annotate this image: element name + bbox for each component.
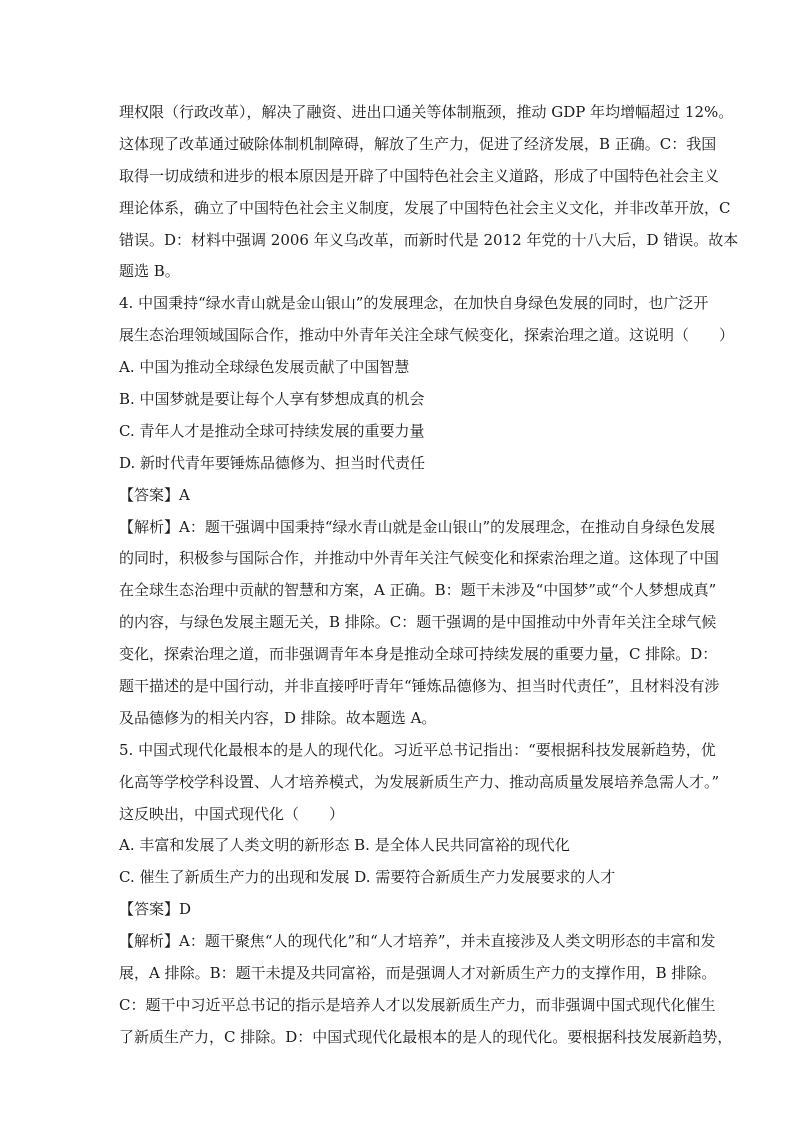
text-line: 理论体系，确立了中国特色社会主义制度，发展了中国特色社会主义文化，并非改革开放，C [119,198,731,217]
text-line: 【解析】A：题干强调中国秉持“绿水青山就是金山银山”的发展理念，在推动自身绿色发展 [119,517,716,536]
text-line: 变化，探索治理之道，而非强调青年本身是推动全球可持续发展的重要力量，C 排除。D： [119,645,718,664]
text-line: 展生态治理领域国际合作，推动中外青年关注全球气候变化，探索治理之道。这说明（ ） [119,326,735,345]
text-line: 5. 中国式现代化最根本的是人的现代化。习近平总书记指出：“要根据科技发展新趋势，优 [119,740,716,759]
text-line: 了新质生产力，C 排除。D：中国式现代化最根本的是人的现代化。要根据科技发展新趋势， [119,1027,733,1046]
text-line: A. 中国为推动全球绿色发展贡献了中国智慧 [119,358,410,377]
text-line: B. 中国梦就是要让每个人享有梦想成真的机会 [119,390,425,409]
text-line: 4. 中国秉持“绿水青山就是金山银山”的发展理念，在加快自身绿色发展的同时，也广泛开 [119,294,709,313]
text-line: C. 催生了新质生产力的出现和发展 D. 需要符合新质生产力发展要求的人才 [119,868,616,887]
text-line: 这体现了改革通过破除体制机制障碍，解放了生产力，促进了经济发展，B 正确。C：我国 [119,134,717,153]
text-line: 【答案】D [119,900,192,919]
text-line: 展，A 排除。B：题干未提及共同富裕，而是强调人才对新质生产力的支撑作用，B 排除。 [119,964,717,983]
text-line: 理权限（行政改革），解决了融资、进出口通关等体制瓶颈，推动 GDP 年均增幅超过 12%。 [119,103,734,121]
text-line: 取得一切成绩和进步的根本原因是开辟了中国特色社会主义道路，形成了中国特色社会主义 [119,166,720,185]
text-line: C. 青年人才是推动全球可持续发展的重要力量 [119,421,425,440]
text-line: 题选 B。 [119,262,180,281]
text-line: 这反映出，中国式现代化（ ） [119,804,345,823]
text-line: 及品德修为的相关内容，D 排除。故本题选 A。 [119,708,437,727]
text-line: 的同时，积极参与国际合作，并推动中外青年关注气候变化和探索治理之道。这体现了中国 [119,549,720,568]
text-line: 【答案】A [119,485,190,504]
document-body [119,97,739,1054]
text-line: 在全球生态治理中贡献的智慧和方案，A 正确。B：题干未涉及“中国梦”或“个人梦想成真” [119,581,717,600]
text-line: 化高等学校学科设置、人才培养模式，为发展新质生产力、推动高质量发展培养急需人才。” [119,772,720,791]
text-line: C：题干中习近平总书记的指示是培养人才以发展新质生产力，而非强调中国式现代化催生 [119,995,716,1014]
text-line: 【解析】A：题干聚焦“人的现代化”和“人才培养”，并未直接涉及人类文明形态的丰富和发 [119,932,716,951]
text-line: A. 丰富和发展了人类文明的新形态 B. 是全体人民共同富裕的现代化 [119,836,570,855]
text-line: 题干描述的是中国行动，并非直接呼吁青年“锤炼品德修为、担当时代责任”，且材料没有涉 [119,677,720,696]
text-line: D. 新时代青年要锤炼品德修为、担当时代责任 [119,453,426,472]
text-line: 错误。D：材料中强调 2006 年义乌改革，而新时代是 2012 年党的十八大后，D 错误。故本 [119,230,739,249]
text-line: 的内容，与绿色发展主题无关，B 排除。C：题干强调的是中国推动中外青年关注全球气候 [119,613,717,632]
